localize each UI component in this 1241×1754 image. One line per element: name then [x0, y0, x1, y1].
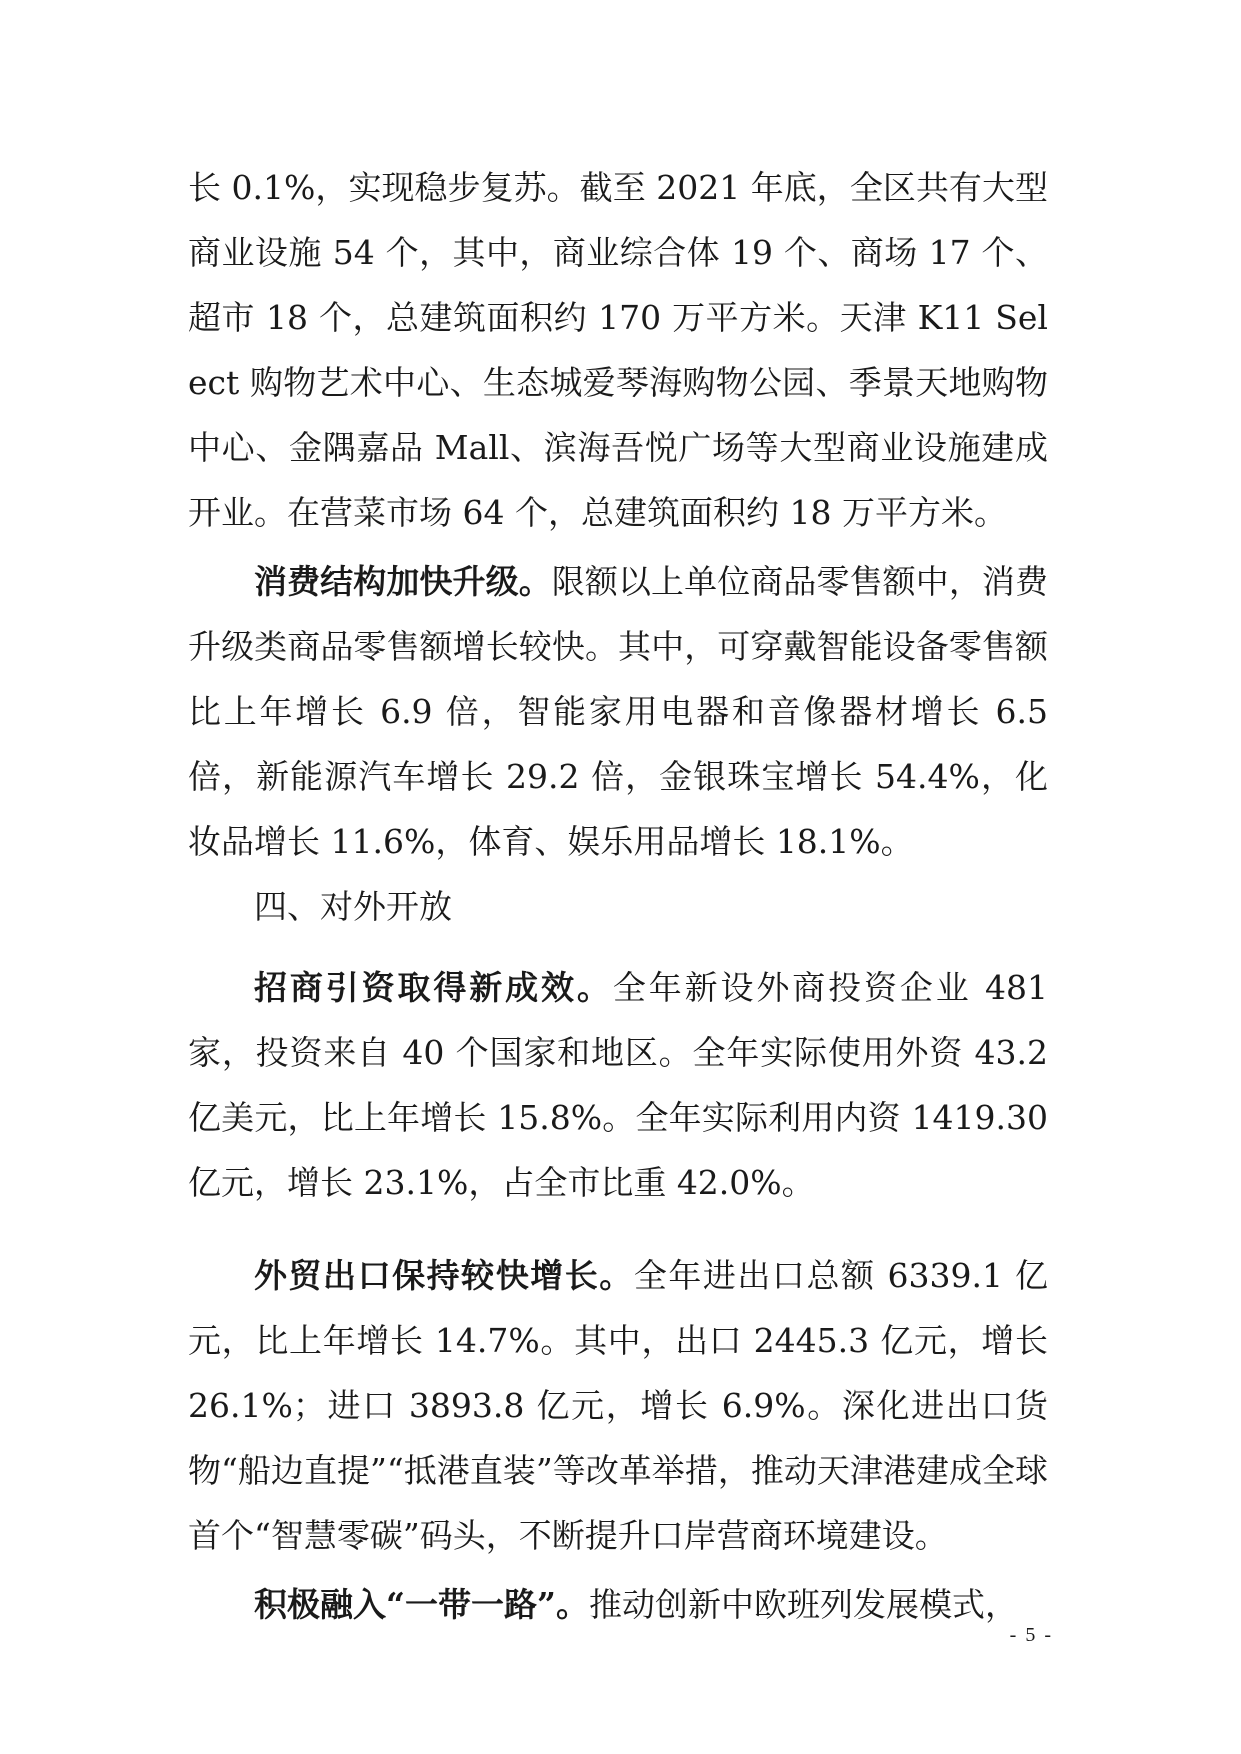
paragraph-commerce-facilities — [188, 155, 1048, 545]
paragraph-foreign-trade — [188, 1243, 1048, 1568]
paragraph-text: 推动创新中欧班列发展模式， — [588, 1585, 1018, 1624]
page-number: - 5 - — [1009, 1624, 1053, 1646]
paragraph-lead: 外贸出口保持较快增长。 — [254, 1256, 634, 1295]
paragraph-consumption-upgrade — [188, 549, 1048, 874]
section-heading: 四、对外开放 — [254, 887, 452, 926]
paragraph-text: 全年新设外商投资企业 481 家，投资来自 40 个国家和地区。全年实际使用外资 43.2 亿美元，比上年增长 15.8%。全年实际利用内资 1419.30 亿元，增长 23.1%，占全市比重 42.0%。 — [188, 968, 1049, 1202]
paragraph-lead: 积极融入“一带一路”。 — [254, 1585, 589, 1624]
paragraph-investment — [188, 955, 1048, 1215]
body-text — [188, 155, 1048, 1637]
paragraph-text: 长 0.1%，实现稳步复苏。截至 2021 年底，全区共有大型商业设施 54 个，其中，商业综合体 19 个、商场 17 个、超市 18 个，总建筑面积约 170 万平方米。天津 K11 Select 购物艺术中心、生态城爱琴海购物公园、季景天地购物中心、金隅嘉品 Mall、滨海吾悦广场等大型商业设施建成开业。在营菜市场 64 个，总建筑面积约 18 万平方米。 — [188, 168, 1048, 532]
paragraph-lead: 消费结构加快升级。 — [254, 562, 552, 601]
paragraph-text: 全年进出口总额 6339.1 亿元，比上年增长 14.7%。其中，出口 2445.3 亿元，增长 26.1%；进口 3893.8 亿元，增长 6.9%。深化进出口货物“船边直提”“抵港直装”等改革举措，推动天津港建成全球首个“智慧零碳”码头，不断提升口岸营商环境建设。 — [188, 1256, 1049, 1555]
paragraph-text: 限额以上单位商品零售额中，消费升级类商品零售额增长较快。其中，可穿戴智能设备零售额比上年增长 6.9 倍，智能家用电器和音像器材增长 6.5 倍，新能源汽车增长 29.2 倍，金银珠宝增长 54.4%，化妆品增长 11.6%，体育、娱乐用品增长 18.1%。 — [188, 562, 1049, 861]
paragraph-lead: 招商引资取得新成效。 — [254, 968, 613, 1007]
paragraph-belt-and-road — [188, 1572, 1048, 1637]
